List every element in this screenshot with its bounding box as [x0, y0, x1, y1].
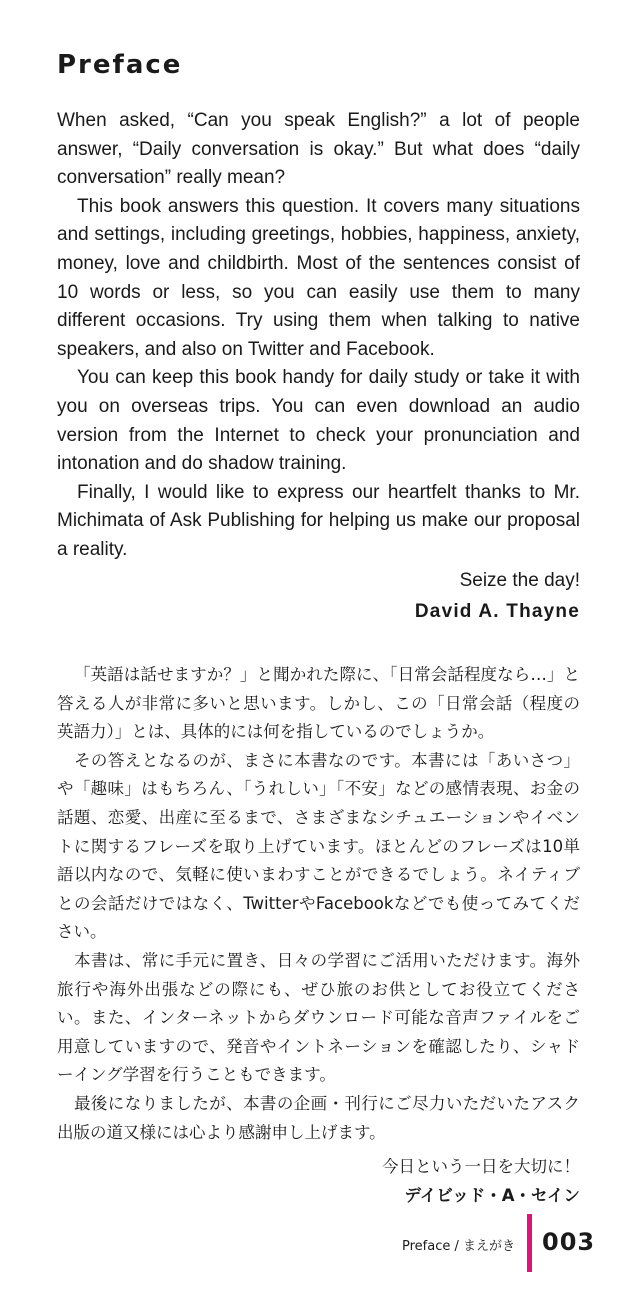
- page-title: Preface: [57, 50, 183, 80]
- english-paragraph: Finally, I would like to express our heartfelt thanks to Mr. Michimata of Ask Publishing for helping us make our proposal a reality.: [57, 481, 580, 560]
- english-signature: [415, 567, 580, 628]
- japanese-paragraph: その答えとなるのが、まさに本書なのです。本書には「あいさつ」や「趣味」はもちろん、「うれしい」「不安」などの感情表現、お金の話題、恋愛、出産に至るまで、さまざまなシチュエーションやイベントに関するフレーズを取り上げています。ほとんどのフレーズは10単語以内なので、気軽に使いまわすことができるでしょう。ネイティブとの会話だけではなく、TwitterやFacebookなどでも使ってみてください。: [57, 750, 580, 942]
- footer-section-label: Preface / まえがき: [401, 1239, 515, 1254]
- english-paragraph: This book answers this question. It covers many situations and settings, including greetings, hobbies, happiness, anxiety, money, love and childbirth. Most of the sentences consist of 10 words or less, so you can easily use them to many different occasions. Try using them when talking to native speakers, and also on Twitter and Facebook.: [57, 195, 580, 360]
- japanese-signature: [382, 1153, 580, 1211]
- japanese-paragraph: 最後になりましたが、本書の企画・刊行にご尽力いただいたアスク出版の道又様には心より感謝申し上げます。: [57, 1093, 580, 1142]
- english-paragraph: You can keep this book handy for daily study or take it with you on overseas trips. You can even download an audio version from the Internet to check your pronunciation and intonation and do shadow training.: [57, 367, 580, 475]
- english-closing: Seize the day!: [459, 570, 580, 591]
- english-preface: [57, 107, 580, 565]
- japanese-closing: 今日という一日を大切に！: [382, 1157, 580, 1176]
- japanese-paragraph: 「英語は話せますか？」と聞かれた際に、「日常会話程度なら…」と答える人が非常に多いと思います。しかし、この「日常会話（程度の英語力）」とは、具体的には何を指しているのでしょうか。: [57, 665, 580, 742]
- english-author: David A. Thayne: [414, 600, 580, 622]
- japanese-paragraph: 本書は、常に手元に置き、日々の学習にご活用いただけます。海外旅行や海外出張などの際にも、ぜひ旅のお供としてお役立てください。また、インターネットからダウンロード可能な音声ファイルをご用意していますので、発音やイントネーションを確認したり、シャドーイング学習を行うこともできます。: [57, 950, 580, 1085]
- page-number: 003: [542, 1228, 596, 1256]
- english-paragraph: When asked, “Can you speak English?” a lot of people answer, “Daily conversation is okay.” But what does “daily conversation” really mean?: [57, 110, 580, 189]
- footer-accent-bar: [527, 1214, 532, 1272]
- japanese-preface: [57, 661, 580, 1147]
- japanese-author: デイビッド・A・セイン: [404, 1186, 580, 1205]
